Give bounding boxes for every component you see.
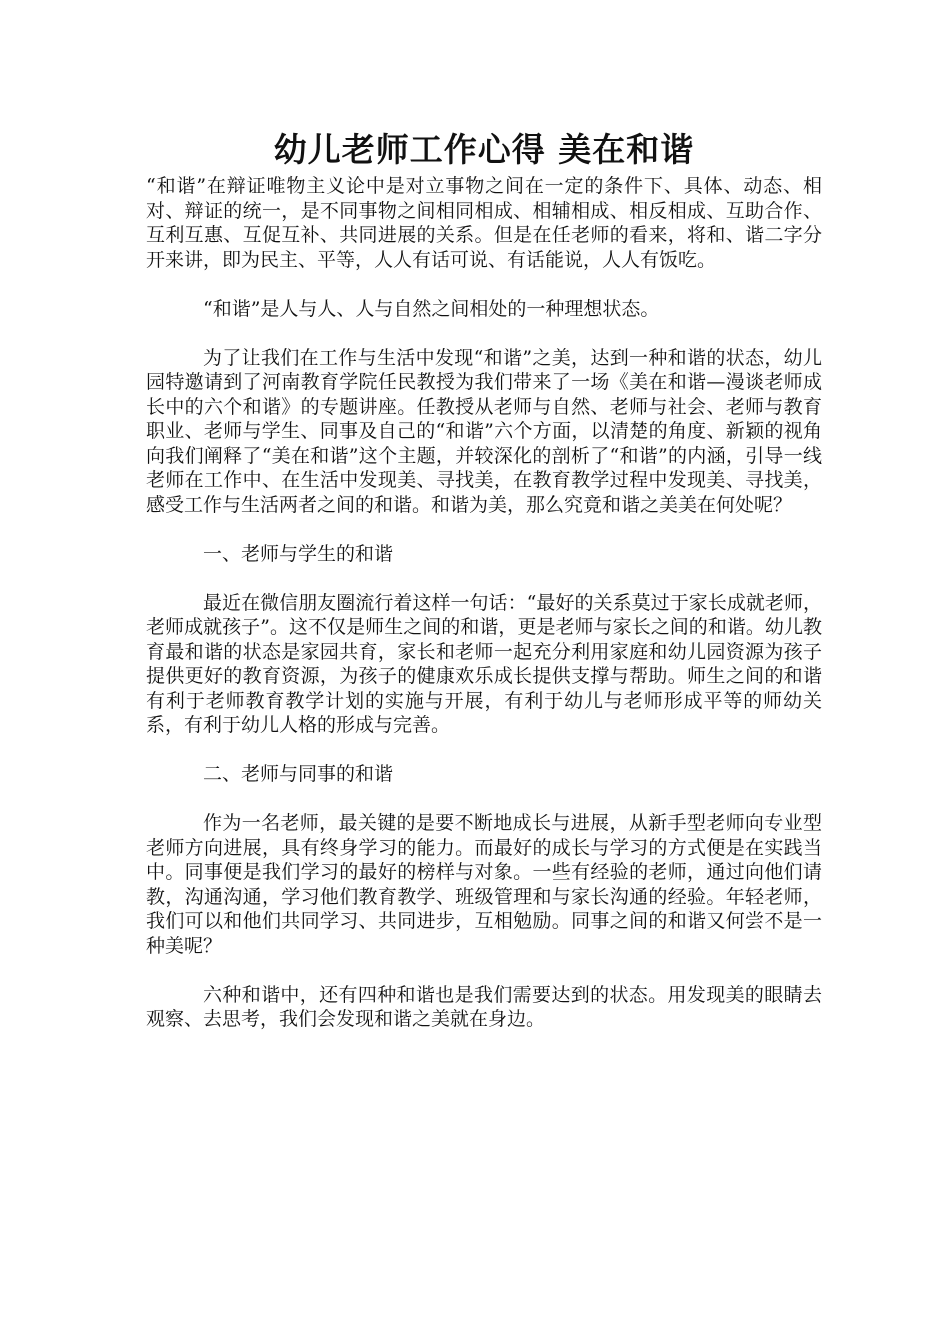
paragraph-conclusion: 六种和谐中，还有四种和谐也是我们需要达到的状态。用发现美的眼睛去观察、去思考，我们会发现和谐之美就在身边。 [146,983,822,1030]
paragraph-gap [146,738,822,763]
paragraph-lecture: 为了让我们在工作与生活中发现“和谐”之美，达到一种和谐的状态，幼儿园特邀请到了河南教育学院任民教授为我们带来了一场《美在和谐—漫谈老师成长中的六个和谐》的专题讲座。任教授从老师与自然、老师与社会、老师与教育职业、老师与学生、同事及自己的“和谐”六个方面，以清楚的角度、新颖的视角向我们阐释了“美在和谐”这个主题，并较深化的剖析了“和谐”的内涵，引导一线老师在工作中、在生活中发现美、寻找美，在教育教学过程中发现美、寻找美，感受工作与生活两者之间的和谐。和谐为美，那么究竟和谐之美美在何处呢？ [146,346,822,516]
document-body [146,126,822,1032]
section-heading-teacher-colleague: 二、老师与同事的和谐 [203,763,394,785]
paragraph-gap [146,958,822,983]
paragraph-teacher-colleague: 作为一名老师，最关键的是要不断地成长与进展，从新手型老师向专业型老师方向进展，具有终身学习的能力。而最好的成长与学习的方式便是在实践当中。同事便是我们学习的最好的榜样与对象。一些有经验的老师，通过向他们请教，沟通沟通，学习他们教育教学、班级管理和与家长沟通的经验。年轻老师，我们可以和他们共同学习、共同进步，互相勉励。同事之间的和谐又何尝不是一种美呢？ [146,812,822,957]
paragraph-teacher-student: 最近在微信朋友圈流行着这样一句话：“最好的关系莫过于家长成就老师，老师成就孩子”。这不仅是师生之间的和谐，更是老师与家长之间的和谐。幼儿教育最和谐的状态是家园共育，家长和老师一起充分利用家庭和幼儿园资源为孩子提供更好的教育资源，为孩子的健康欢乐成长提供支撑与帮助。师生之间的和谐有利于老师教育教学计划的实施与开展，有利于幼儿与老师形成平等的师幼关系，有利于幼儿人格的形成与完善。 [146,591,822,736]
paragraph-intro: “和谐”在辩证唯物主义论中是对立事物之间在一定的条件下、具体、动态、相对、辩证的统一，是不同事物之间相同相成、相辅相成、相反相成、互助合作、互利互惠、互促互补、共同进展的关系。但是在任老师的看来，将和、谐二字分开来讲，即为民主、平等，人人有话可说、有话能说，人人有饭吃。 [146,175,822,271]
paragraph-gap [146,321,822,346]
paragraph-gap [146,566,822,591]
paragraph-harmony-definition: “和谐”是人与人、人与自然之间相处的一种理想状态。 [203,297,660,320]
paragraph-gap [146,787,822,812]
section-heading-teacher-student: 一、老师与学生的和谐 [203,542,394,565]
paragraph-gap [146,272,822,297]
document-title: 幼儿老师工作心得 美在和谐 [273,130,695,169]
paragraph-gap [146,517,822,542]
